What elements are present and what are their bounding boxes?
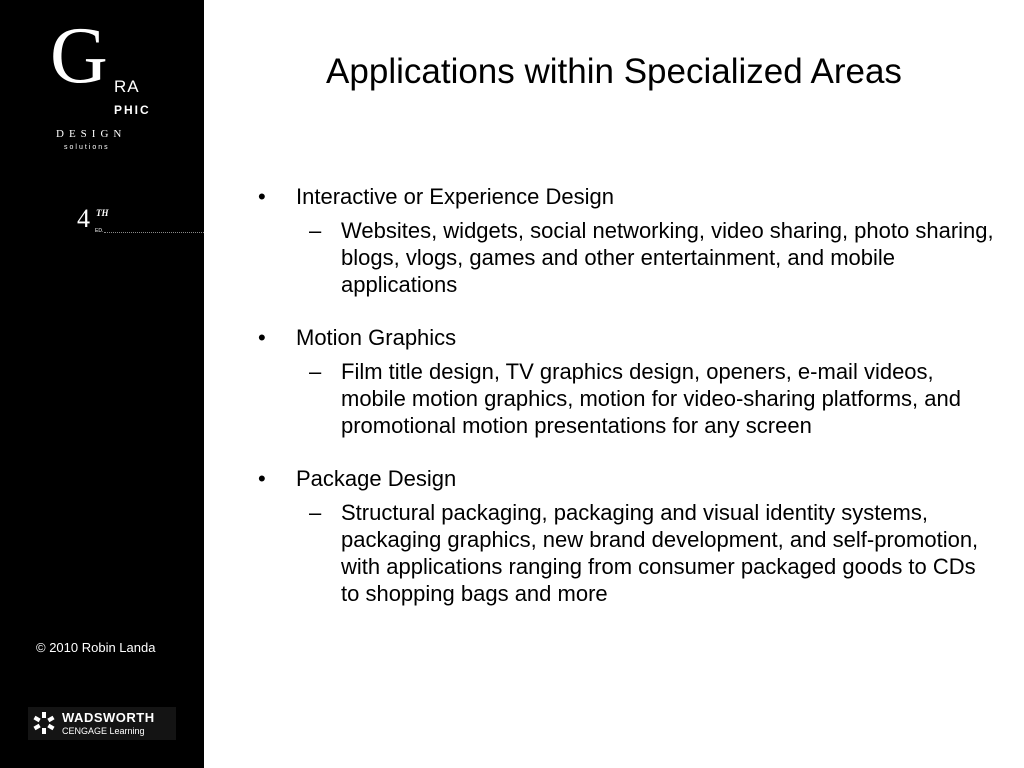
dash-marker: –	[309, 218, 322, 243]
logo-ra: RA	[114, 77, 140, 96]
dash-marker: –	[309, 359, 322, 384]
copyright-text: © 2010 Robin Landa	[36, 640, 156, 655]
bullet-interactive-design	[258, 183, 998, 210]
bullet-motion-graphics	[258, 324, 998, 351]
sub-bullet-text: Websites, widgets, social networking, video sharing, photo sharing, blogs, vlogs, games and other entertainment, and mobile applications	[341, 218, 994, 297]
bullet-label: Package Design	[296, 466, 457, 491]
list-item	[258, 465, 998, 607]
logo-g: G	[50, 12, 108, 100]
slide-title: Applications within Specialized Areas	[326, 52, 902, 91]
publisher-logo	[28, 707, 176, 740]
slide-content	[258, 183, 998, 633]
logo-solutions: solutions	[64, 144, 110, 151]
bullet-marker: •	[258, 466, 266, 491]
publisher-subtitle: CENGAGE Learning	[62, 726, 145, 736]
bullet-marker: •	[258, 184, 266, 209]
sub-bullet	[258, 499, 998, 607]
book-logo	[0, 0, 204, 240]
list-item	[258, 183, 998, 298]
logo-phic: PHIC	[114, 103, 151, 117]
sub-bullet	[258, 217, 998, 298]
sub-bullet-text: Structural packaging, packaging and visual identity systems, packaging graphics, new brand development, and self-promotion, with applications ranging from consumer packaged goods to CDs to shopping bags and more	[341, 500, 979, 606]
bullet-marker: •	[258, 325, 266, 350]
publisher-name: WADSWORTH	[62, 710, 155, 725]
publisher-mark-icon	[32, 711, 56, 735]
edition-number: 4	[77, 204, 90, 233]
dash-marker: –	[309, 500, 322, 525]
edition-suffix: TH	[96, 208, 109, 218]
logo-design: DESIGN	[56, 128, 127, 140]
bullet-label: Interactive or Experience Design	[296, 184, 614, 209]
bullet-package-design	[258, 465, 998, 492]
list-item	[258, 324, 998, 439]
edition-abbrev: ED.	[95, 228, 104, 234]
bullet-label: Motion Graphics	[296, 325, 457, 350]
logo-dotted-rule	[104, 232, 204, 233]
sidebar	[0, 0, 204, 768]
sub-bullet	[258, 358, 998, 439]
sub-bullet-text: Film title design, TV graphics design, openers, e-mail videos, mobile motion graphics, motion for video-sharing platforms, and promotional motion presentations for any screen	[341, 359, 961, 438]
